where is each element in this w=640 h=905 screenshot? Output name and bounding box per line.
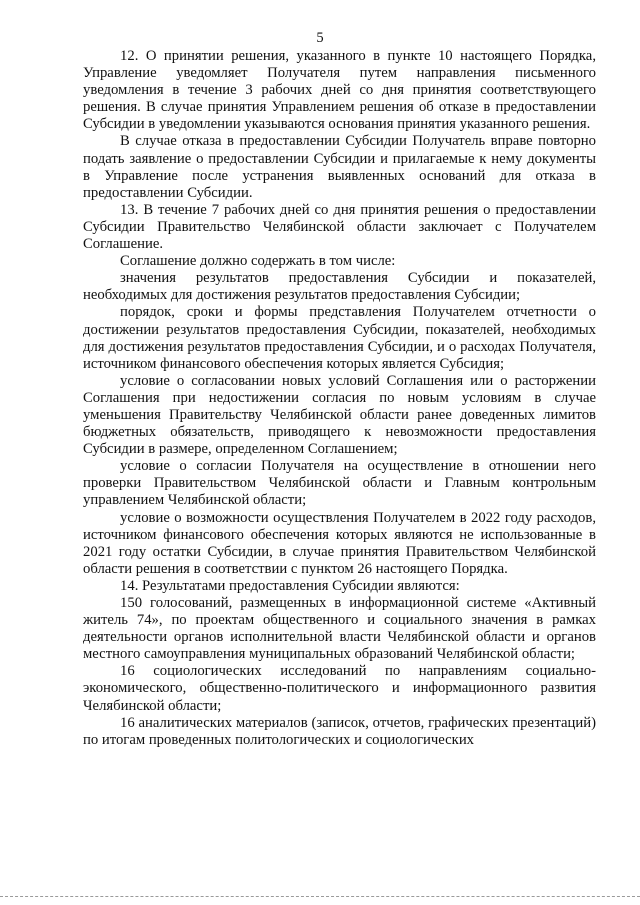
list-item-remaining-funds: условие о возможности осуществления Получателем в 2022 году расходов, источником финансового обеспечения которых являются не использованные в 2021 году остатки Субсидии, в случае принятия Правительством Челябинской области решения в соответствии с пунктом 26 настоящего Порядка. — [83, 509, 596, 577]
list-item-audit-consent: условие о согласии Получателя на осуществление в отношении него проверки Правительством Челябинской области и Главным контрольным управлением Челябинской области; — [83, 458, 596, 509]
page-bottom-divider — [0, 896, 640, 897]
paragraph-refusal-resubmission: В случае отказа в предоставлении Субсидии Получатель вправе повторно подать заявление о предоставлении Субсидии и прилагаемые к нему документы в Управление после устранения выявленных оснований для отказа в предоставлении Субсидии. — [83, 133, 596, 201]
list-item-result-values: значения результатов предоставления Субсидии и показателей, необходимых для достижения результатов предоставления Субсидии; — [83, 270, 596, 304]
paragraph-12-notification: 12. О принятии решения, указанного в пункте 10 настоящего Порядка, Управление уведомляет Получателя путем направления письменного уведомления в течение 3 рабочих дней со дня принятия соответствующего решения. В случае принятия Управлением решения об отказе в предоставлении Субсидии в уведомлении указываются основания принятия указанного решения. — [83, 48, 596, 133]
page-number: 5 — [316, 30, 324, 46]
list-item-new-conditions: условие о согласовании новых условий Соглашения или о расторжении Соглашения при недостижении согласия по новым условиям в случае уменьшения Правительству Челябинской области ранее доведенных лимитов бюджетных обязательств, приводящего к невозможности предоставления Субсидии в размере, определенном Соглашением; — [83, 372, 596, 458]
paragraph-agreement-contents: Соглашение должно содержать в том числе: — [120, 253, 396, 270]
paragraph-13-agreement: 13. В течение 7 рабочих дней со дня принятия решения о предоставлении Субсидии Правительство Челябинской области заключает с Получателем Соглашение. — [83, 201, 596, 253]
list-item-reporting: порядок, сроки и формы представления Получателем отчетности о достижении результатов предоставления Субсидии, показателей, необходимых для достижения результатов предоставления Субсидии, и о расходах Получателя, источником финансового обеспечения которых является Субсидия; — [83, 304, 596, 372]
paragraph-14-results: 14. Результатами предоставления Субсидии являются: — [120, 577, 460, 594]
document-body — [83, 48, 596, 749]
list-item-sociological-studies: 16 социологических исследований по направлениям социально-экономического, общественно-политического и информационного развития Челябинской области; — [83, 663, 596, 714]
list-item-votings: 150 голосований, размещенных в информационной системе «Активный житель 74», по проектам общественного и социального значения в рамках деятельности органов исполнительной власти Челябинской области и органов местного самоуправления муниципальных образований Челябинской области; — [83, 595, 596, 663]
list-item-analytical-materials: 16 аналитических материалов (записок, отчетов, графических презентаций) по итогам проведенных политологических и социологических — [83, 714, 596, 748]
